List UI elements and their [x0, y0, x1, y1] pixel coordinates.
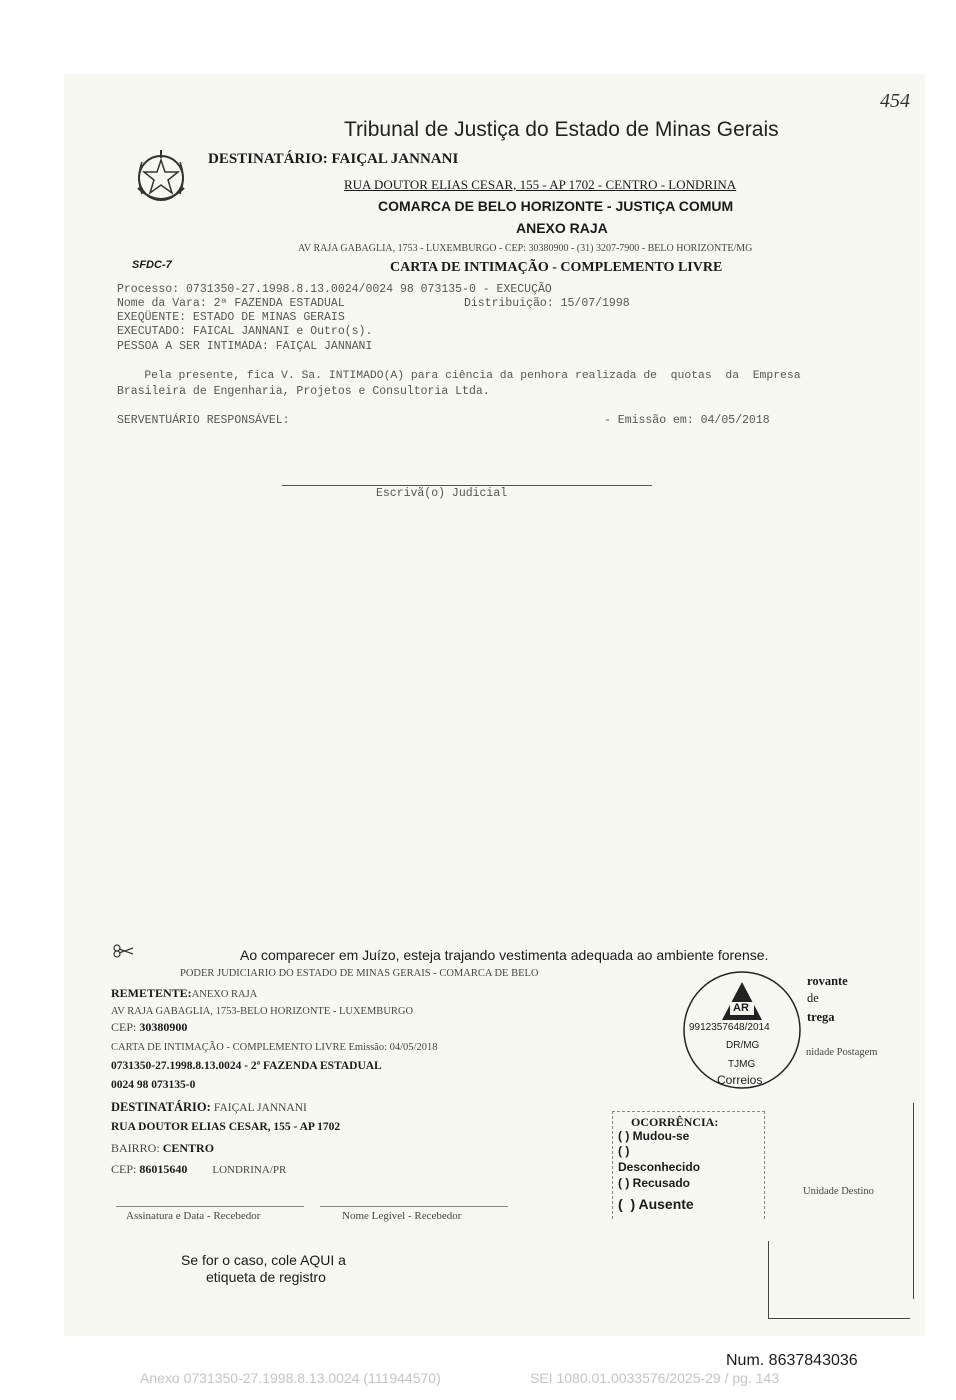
cidade-value: LONDRINA/PR — [212, 1164, 287, 1176]
stamp-ar-text: AR — [733, 1002, 749, 1014]
ar-bairro — [111, 1141, 214, 1156]
destino-box — [768, 1241, 910, 1319]
comprovante-3: trega — [807, 1010, 835, 1024]
bairro-value: CENTRO — [162, 1141, 215, 1155]
desconhecido-option: Desconhecido — [618, 1160, 701, 1174]
poder-judiciario: PODER JUDICIARIO DO ESTADO DE MINAS GERAIS - COMARCA DE BELO — [180, 968, 539, 979]
sfdc-code: SFDC-7 — [132, 259, 172, 271]
nome-legivel-line — [320, 1206, 508, 1207]
remetente-cep — [111, 1020, 187, 1035]
stamp-correios: Correios — [717, 1073, 763, 1087]
emissao: - Emissão em: 04/05/2018 — [604, 414, 770, 427]
assinatura-label: Assinatura e Data - Recebedor — [126, 1210, 261, 1222]
assinatura-line — [116, 1206, 304, 1207]
forum-address: AV RAJA GABAGLIA, 1753 - LUXEMBURGO - CEP: 30380900 - (31) 3207-7900 - BELO HORIZONTE/MG — [298, 243, 753, 254]
ocorrencia-title: OCORRÊNCIA: — [631, 1115, 719, 1129]
remetente-address: AV RAJA GABAGLIA, 1753-BELO HORIZONTE - LUXEMBURGO — [111, 1006, 414, 1017]
recusado-option: ( ) Recusado — [618, 1176, 691, 1190]
desconhecido-paren: ( ) — [618, 1144, 630, 1158]
ar-cep — [111, 1162, 286, 1177]
comprovante-1: rovante — [807, 974, 848, 988]
processo-line: Processo: 0731350-27.1998.8.13.0024/0024 98 073135-0 - EXECUÇÃO — [117, 283, 552, 296]
dress-code-notice: Ao comparecer em Juízo, esteja trajando vestimenta adequada ao ambiente forense. — [240, 947, 769, 963]
footer-sei: SEI 1080.01.0033576/2025-29 / pg. 143 — [530, 1370, 780, 1386]
body-line-1: Pela presente, fica V. Sa. INTIMADO(A) para ciência da penhora realizada de quotas da Empresa — [117, 370, 801, 382]
etiqueta-line-2: etiqueta de registro — [206, 1269, 326, 1285]
remetente-line — [111, 986, 257, 1001]
stamp-dr: DR/MG — [726, 1040, 760, 1051]
nome-vara: Nome da Vara: 2ª FAZENDA ESTADUAL — [117, 297, 345, 310]
comarca-title: COMARCA DE BELO HORIZONTE - JUSTIÇA COMUM — [378, 198, 734, 214]
unidade-postagem: nidade Postagem — [806, 1047, 878, 1058]
nome-legivel-label: Nome Legível - Recebedor — [342, 1210, 462, 1222]
comprovante-2: de — [807, 991, 819, 1005]
carta-info: CARTA DE INTIMAÇÃO - COMPLEMENTO LIVRE Emissão: 04/05/2018 — [111, 1042, 438, 1053]
cep2-label: CEP: — [111, 1162, 137, 1176]
stamp-tjmg: TJMG — [728, 1059, 756, 1070]
remetente-label: REMETENTE: — [111, 986, 192, 1000]
cep-value: 30380900 — [139, 1020, 188, 1034]
tribunal-title: Tribunal de Justiça do Estado de Minas Gerais — [344, 118, 779, 141]
body-line-2: Brasileira de Engenharia, Projetos e Consultoria Ltda. — [117, 385, 490, 398]
pessoa-intimada: PESSOA A SER INTIMADA: FAIÇAL JANNANI — [117, 340, 373, 353]
cep2-value: 86015640 — [139, 1162, 188, 1176]
cep-label: CEP: — [111, 1020, 137, 1034]
remetente-value: ANEXO RAJA — [191, 989, 258, 1000]
stamp-number: 9912357648/2014 — [689, 1022, 770, 1033]
ar-dest-label: DESTINATÁRIO: — [111, 1100, 211, 1114]
document-title: CARTA DE INTIMAÇÃO - COMPLEMENTO LIVRE — [390, 260, 723, 275]
executado: EXECUTADO: FAICAL JANNANI e Outro(s). — [117, 325, 373, 338]
processo-ar-2: 0024 98 073135-0 — [111, 1079, 196, 1091]
processo-ar: 0731350-27.1998.8.13.0024 - 2ª FAZENDA ESTADUAL — [111, 1060, 382, 1072]
ar-dest-value: FAIÇAL JANNANI — [213, 1102, 307, 1114]
etiqueta-line-1: Se for o caso, cole AQUI a — [181, 1252, 346, 1268]
anexo-title: ANEXO RAJA — [516, 220, 608, 236]
distribuicao: Distribuição: 15/07/1998 — [464, 297, 630, 310]
unidade-destino: Unidade Destino — [803, 1186, 874, 1197]
ar-destinatario — [111, 1100, 307, 1115]
bairro-label: BAIRRO: — [111, 1141, 160, 1155]
signature-line — [282, 485, 652, 486]
serventuario: SERVENTUÁRIO RESPONSÁVEL: — [117, 414, 290, 427]
scissors-icon — [113, 944, 135, 958]
ar-dest-address: RUA DOUTOR ELIAS CESAR, 155 - AP 1702 — [111, 1121, 341, 1133]
mudou-option: ( ) Mudou-se — [618, 1129, 690, 1143]
ausente-option: ( ) Ausente — [618, 1196, 694, 1212]
escriva-label: Escrivã(o) Judicial — [376, 487, 508, 500]
handwritten-page-number: 454 — [880, 90, 910, 112]
destinatario-address: RUA DOUTOR ELIAS CESAR, 155 - AP 1702 - CENTRO - LONDRINA — [344, 177, 737, 192]
right-margin-line — [913, 1103, 914, 1299]
coat-of-arms-icon — [132, 148, 190, 210]
document-number: Num. 8637843036 — [726, 1352, 858, 1369]
destinatario-header: DESTINATÁRIO: FAIÇAL JANNANI — [208, 151, 459, 167]
footer-anexo: Anexo 0731350-27.1998.8.13.0024 (111944570) — [140, 1370, 441, 1386]
exequente: EXEQÜENTE: ESTADO DE MINAS GERAIS — [117, 311, 345, 324]
